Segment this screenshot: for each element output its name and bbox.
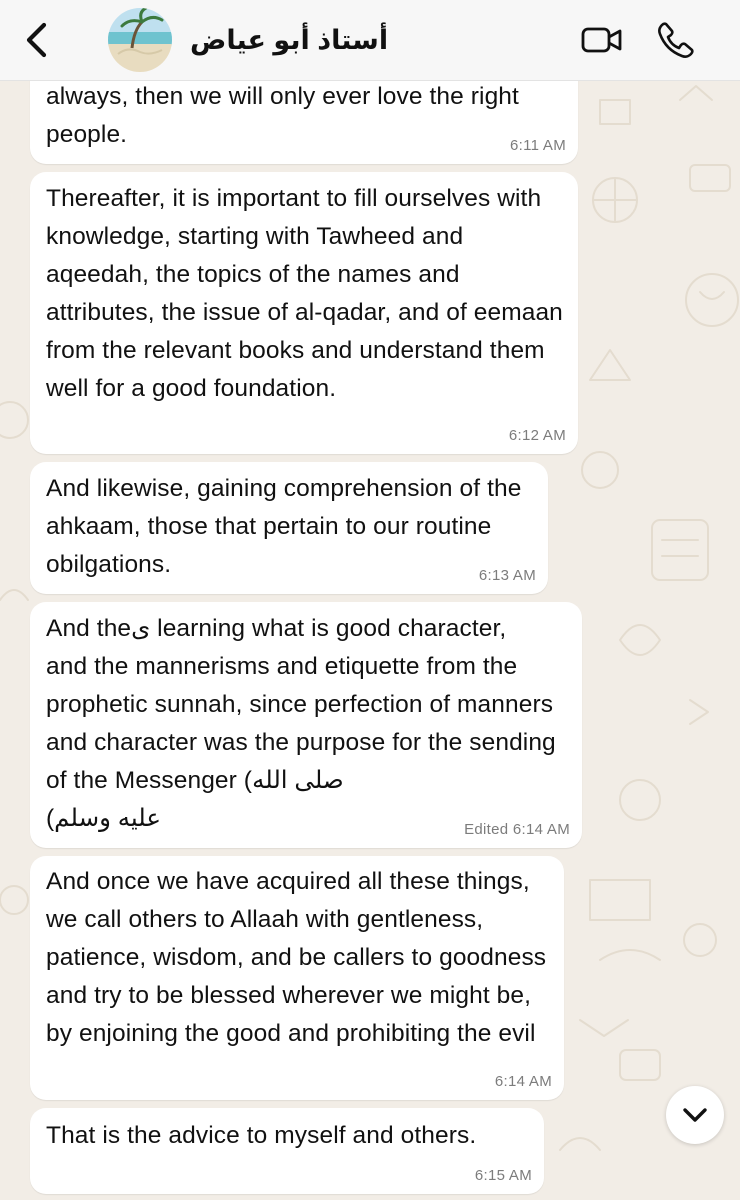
message-text: And likewise, gaining comprehension of the ahkaam, those that pertain to our routine obilgations. — [46, 475, 522, 578]
back-button[interactable] — [14, 18, 58, 62]
message-timestamp: 6:11 AM — [509, 137, 566, 154]
phone-icon — [657, 21, 695, 59]
video-call-button[interactable] — [578, 20, 626, 60]
message-bubble[interactable] — [30, 856, 564, 1100]
contact-avatar[interactable] — [108, 8, 172, 72]
message-bubble[interactable] — [30, 602, 582, 848]
message-text — [46, 610, 572, 838]
message-timestamp: 6:12 AM — [508, 427, 566, 444]
message-line: and the mannerisms and etiquette from the prophetic sunnah, since perfection of manners and character was the purpose for the sending of the Messenger (صلى الله — [46, 653, 556, 794]
message-bubble[interactable] — [30, 462, 548, 594]
message-text: always, then we will only ever love the right people. — [46, 83, 519, 148]
message-fragment: ى — [131, 615, 151, 642]
message-line: عليه وسلم) — [46, 805, 161, 832]
message-text: And once we have acquired all these things, we call others to Allaah with gentleness, patience, wisdom, and be callers to goodness and try to be blessed wherever we might be, by enjoining the good and prohibiting the evil — [46, 868, 547, 1047]
message-fragment: And the — [46, 615, 132, 642]
message-timestamp: Edited 6:14 AM — [464, 821, 570, 838]
scroll-to-bottom-button[interactable] — [666, 1086, 724, 1144]
message-timestamp: 6:13 AM — [478, 567, 536, 584]
message-fragment: learning what is good character, — [150, 615, 507, 642]
message-line — [46, 610, 572, 648]
chevron-left-icon — [22, 22, 50, 58]
voice-call-button[interactable] — [652, 18, 700, 62]
video-camera-icon — [581, 26, 623, 54]
message-bubble[interactable] — [30, 172, 578, 454]
message-text: That is the advice to myself and others. — [46, 1122, 477, 1149]
message-timestamp: 6:14 AM — [494, 1073, 552, 1090]
message-timestamp: 6:15 AM — [474, 1167, 532, 1184]
message-bubble[interactable] — [30, 1108, 544, 1194]
chevron-down-icon — [682, 1107, 708, 1123]
beach-photo-avatar — [108, 8, 172, 72]
chat-header — [0, 0, 740, 81]
message-text: Thereafter, it is important to fill ourselves with knowledge, starting with Tawheed and aqeedah, the topics of the names and attributes, the issue of al-qadar, and of eemaan from the relevant books and understand them well for a good foundation. — [46, 185, 563, 402]
contact-name[interactable]: أستاذ أبو عياض — [190, 25, 389, 55]
